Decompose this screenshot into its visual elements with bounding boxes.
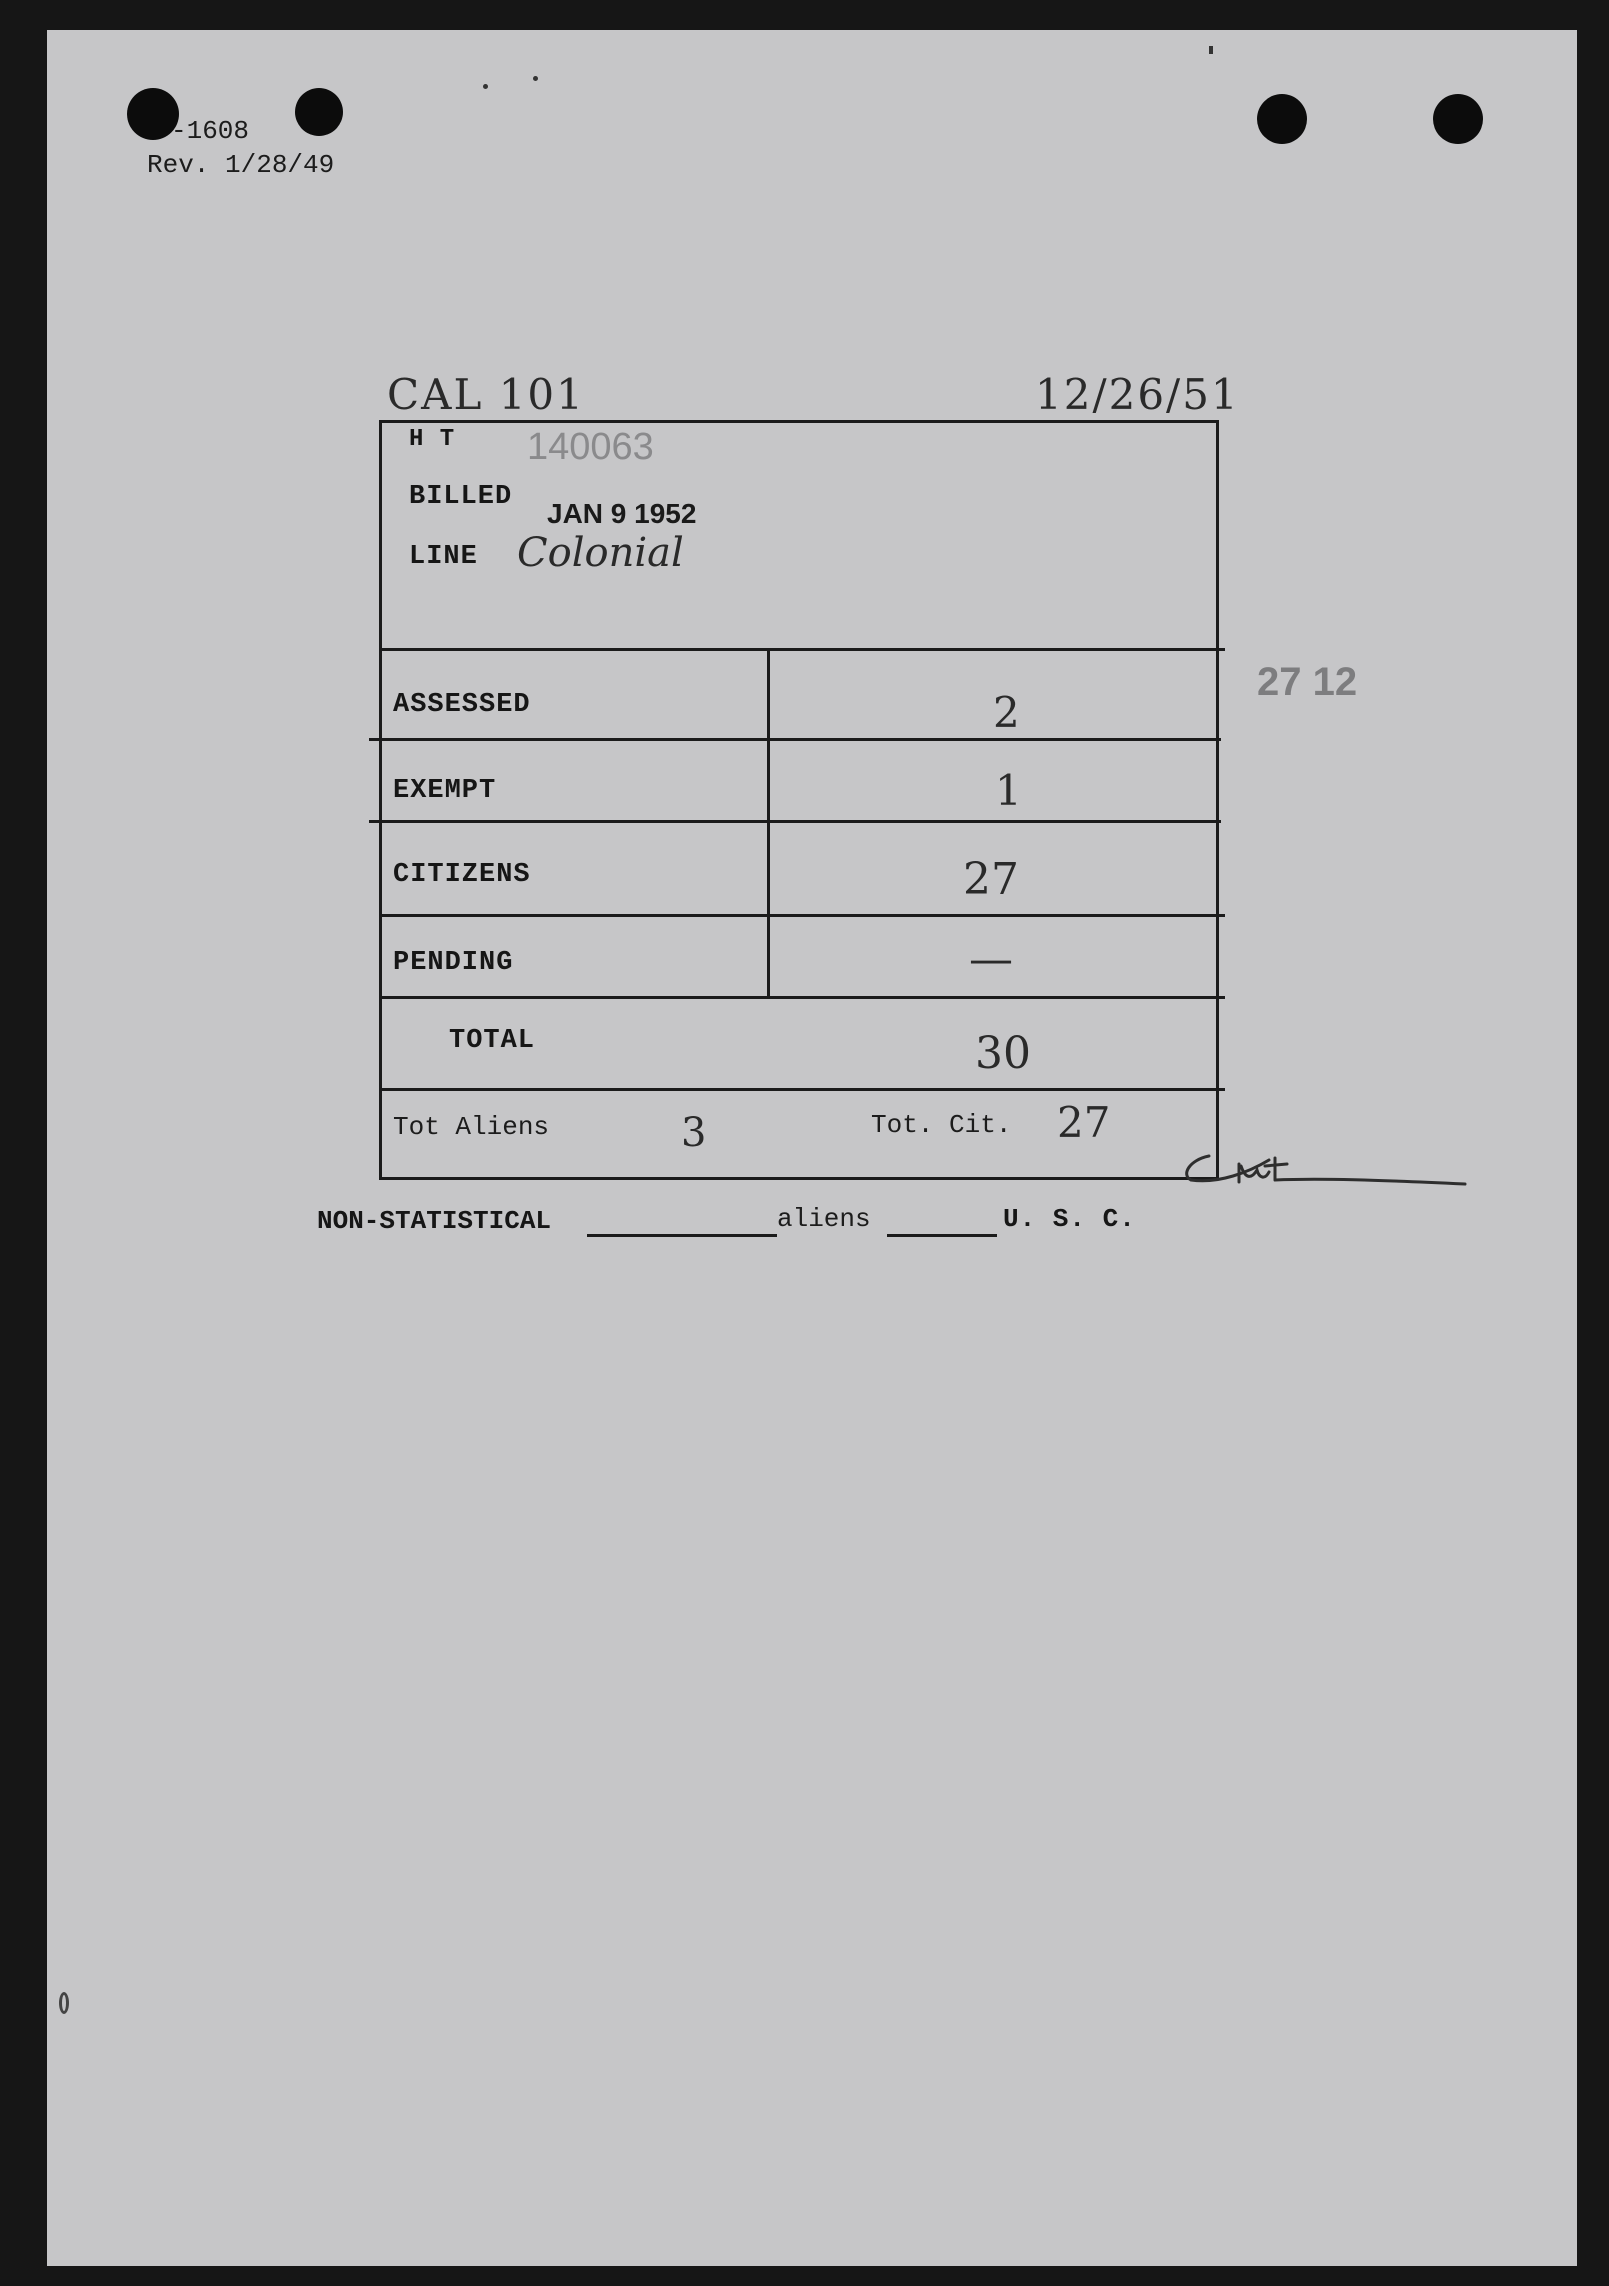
punch-hole [295,88,343,136]
card-divider [379,1088,1225,1091]
billed-date: JAN 9 1952 [547,498,697,529]
row-label-pending: PENDING [393,948,514,978]
speck [1209,46,1213,54]
billed-label: BILLED [409,482,513,512]
line-label: LINE [409,542,478,572]
card-divider [369,738,1221,741]
initials-signature [1179,1120,1469,1200]
nonstatistical-label: NON-STATISTICAL [317,1206,552,1236]
date-note: 12/26/51 [1035,370,1240,419]
row-label-assessed: ASSESSED [393,690,531,720]
card-divider [369,820,1221,823]
punch-hole [1433,94,1483,144]
speck [533,76,538,81]
row-value-exempt: 1 [995,766,1022,815]
blank-line [587,1234,777,1237]
row-label-exempt: EXEMPT [393,776,497,806]
form-number: -1608 [171,116,250,146]
tot-cit-value: 27 [1057,1098,1111,1147]
total-value: 30 [975,1028,1031,1079]
card-divider [379,648,1225,651]
usc-label: U. S. C. [1003,1204,1136,1234]
card-divider [379,996,1225,999]
row-value-citizens: 27 [963,854,1019,905]
card-divider [379,914,1225,917]
aliens-label: aliens [777,1204,871,1234]
cal-note: CAL 101 [387,370,585,419]
document-page [47,30,1577,2266]
ht-label: H T [409,426,456,453]
line-value: Colonial [517,530,684,576]
record-card [379,420,1219,1180]
form-revision: Rev. 1/28/49 [147,150,335,180]
blank-line [887,1234,997,1237]
tot-aliens-value: 3 [681,1110,707,1156]
row-value-pending: — [969,934,1013,985]
column-divider [767,650,770,996]
speck [483,84,488,89]
speck [59,1992,69,2014]
side-stamp: 27 12 [1257,660,1358,704]
total-label: TOTAL [449,1026,536,1056]
punch-hole [1257,94,1307,144]
tot-cit-label: Tot. Cit. [871,1110,1012,1140]
ht-number: 140063 [527,426,654,468]
tot-aliens-label: Tot Aliens [393,1112,550,1142]
row-value-assessed: 2 [993,688,1020,737]
row-label-citizens: CITIZENS [393,860,531,890]
